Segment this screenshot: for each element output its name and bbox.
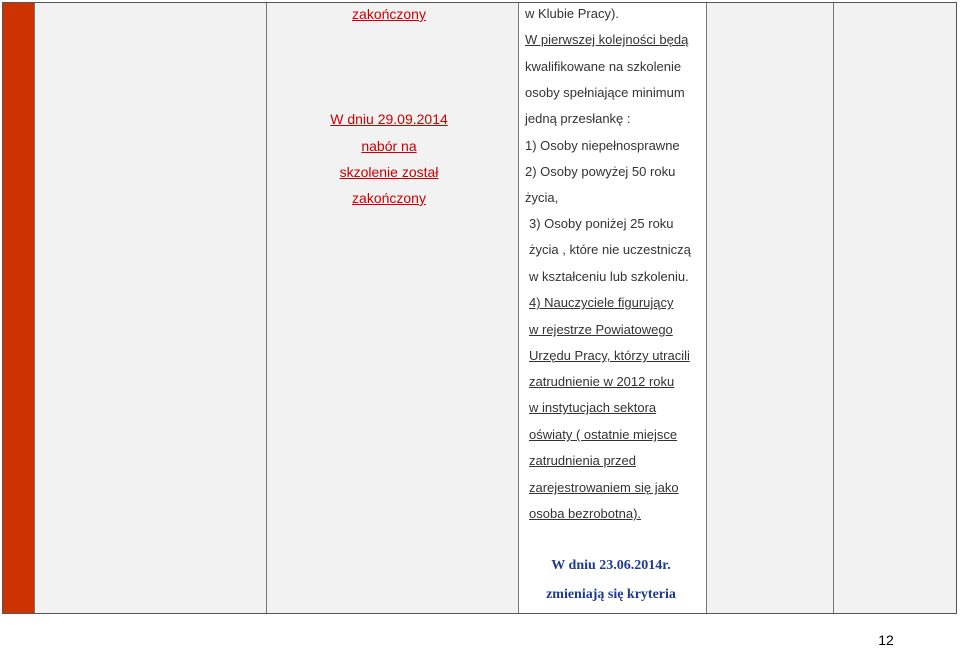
- criteria-line: jedną przesłankę :: [525, 111, 631, 126]
- criteria-line: Urzędu Pracy, którzy utracili: [529, 348, 690, 363]
- criteria-line: oświaty ( ostatnie miejsce: [529, 427, 678, 442]
- criteria-line: 3) Osoby poniżej 25 roku: [529, 216, 674, 231]
- criteria-line: życia , które nie uczestniczą: [529, 242, 691, 257]
- criteria-line: W pierwszej kolejności będą: [525, 32, 689, 47]
- criteria-line: kwalifikowane na szkolenie: [525, 59, 682, 74]
- table-cell-empty-3: [833, 3, 956, 613]
- criteria-line: życia,: [525, 190, 559, 205]
- table-cell-status: [266, 3, 518, 613]
- criteria-line: zarejestrowaniem się jako: [529, 480, 679, 495]
- criteria-line: 2) Osoby powyżej 50 roku: [525, 164, 676, 179]
- status-line: nabór na: [361, 138, 417, 154]
- status-line: zakończony: [352, 6, 426, 22]
- schedule-table: [2, 2, 957, 614]
- criteria-line: w rejestrze Powiatowego: [529, 322, 673, 337]
- criteria-change-date: W dniu 23.06.2014r.: [551, 558, 671, 573]
- accent-column: [3, 3, 34, 613]
- criteria-line: 1) Osoby niepełnosprawne: [525, 138, 680, 153]
- page-number: 12: [878, 632, 894, 648]
- status-line: W dniu 29.09.2014: [330, 111, 448, 127]
- criteria-line: 4) Nauczyciele figurujący: [529, 295, 674, 310]
- table-cell-empty-2: [706, 3, 833, 613]
- criteria-line: osoba bezrobotna).: [529, 506, 642, 521]
- criteria-line: w instytucjach sektora: [529, 400, 657, 415]
- criteria-line: w kształceniu lub szkoleniu.: [529, 269, 689, 284]
- status-line: zakończony: [352, 190, 426, 206]
- criteria-line: zatrudnienie w 2012 roku: [529, 374, 675, 389]
- table-cell-empty-1: [34, 3, 266, 613]
- criteria-line: w Klubie Pracy).: [525, 6, 619, 21]
- criteria-change-note: zmieniają się kryteria: [546, 587, 676, 602]
- criteria-line: osoby spełniające minimum: [525, 85, 685, 100]
- status-line: skzolenie został: [339, 164, 439, 180]
- criteria-line: zatrudnienia przed: [529, 453, 636, 468]
